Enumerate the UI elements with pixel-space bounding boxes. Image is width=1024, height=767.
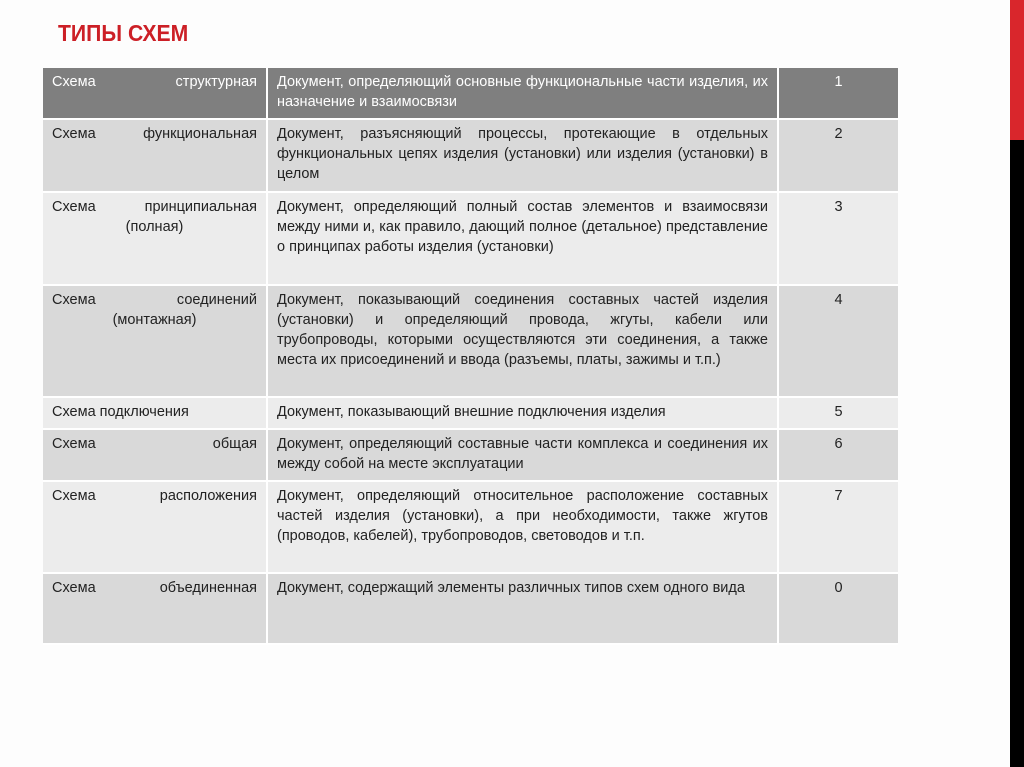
schema-description: Документ, определяющий полный состав элементов и взаимосвязи между ними и, как правило, дающий полное (детальное) представление о принципах работы изделия (установки) <box>268 193 779 286</box>
table-row <box>43 120 898 193</box>
table-row <box>43 430 898 482</box>
schema-code: 6 <box>779 430 898 482</box>
schema-code: 7 <box>779 482 898 574</box>
schema-description: Документ, определяющий относительное расположение составных частей изделия (установки), а при необходимости, также жгутов (проводов, кабелей), трубопроводов, световодов и т.п. <box>268 482 779 574</box>
schema-type: Схема объединенная <box>43 574 268 645</box>
schema-type-line1: Схема принципиальная <box>52 199 257 215</box>
schema-type: Схема функциональная <box>43 120 268 193</box>
schema-code: 2 <box>779 120 898 193</box>
table-row <box>43 68 898 120</box>
schema-description: Документ, показывающий соединения составных частей изделия (установки) и определяющий провода, жгуты, кабели или трубопроводы, которыми осуществляются эти соединения, а также места их присоединений и ввода (разъемы, платы, зажимы и т.п.) <box>268 286 779 398</box>
schema-description: Документ, показывающий внешние подключения изделия <box>268 398 779 430</box>
slide-title: ТИПЫ СХЕМ <box>58 20 189 46</box>
schema-type <box>43 286 268 398</box>
schema-types-table <box>43 68 898 645</box>
accent-bar-black <box>1010 140 1024 767</box>
schema-description: Документ, разъясняющий процессы, протекающие в отдельных функциональных цепях изделия (установки) или изделия (установки) в целом <box>268 120 779 193</box>
schema-code: 1 <box>779 68 898 120</box>
schema-description: Документ, определяющий составные части комплекса и соединения их между собой на месте эксплуатации <box>268 430 779 482</box>
schema-type-line2: (полная) <box>125 219 184 235</box>
schema-code: 3 <box>779 193 898 286</box>
table-row <box>43 398 898 430</box>
table-row <box>43 286 898 398</box>
schema-type: Схема общая <box>43 430 268 482</box>
schema-type-line2: (монтажная) <box>112 312 197 328</box>
accent-bar-red <box>1010 0 1024 140</box>
schema-type <box>43 193 268 286</box>
schema-type: Схема структурная <box>43 68 268 120</box>
table-row <box>43 193 898 286</box>
schema-description: Документ, содержащий элементы различных типов схем одного вида <box>268 574 779 645</box>
schema-code: 4 <box>779 286 898 398</box>
schema-code: 5 <box>779 398 898 430</box>
table-row <box>43 482 898 574</box>
table-row <box>43 574 898 645</box>
schema-code: 0 <box>779 574 898 645</box>
schema-type: Схема расположения <box>43 482 268 574</box>
schema-type: Схема подключения <box>43 398 268 430</box>
schema-type-line1: Схема соединений <box>52 292 257 308</box>
schema-description: Документ, определяющий основные функциональные части изделия, их назначение и взаимосвязи <box>268 68 779 120</box>
